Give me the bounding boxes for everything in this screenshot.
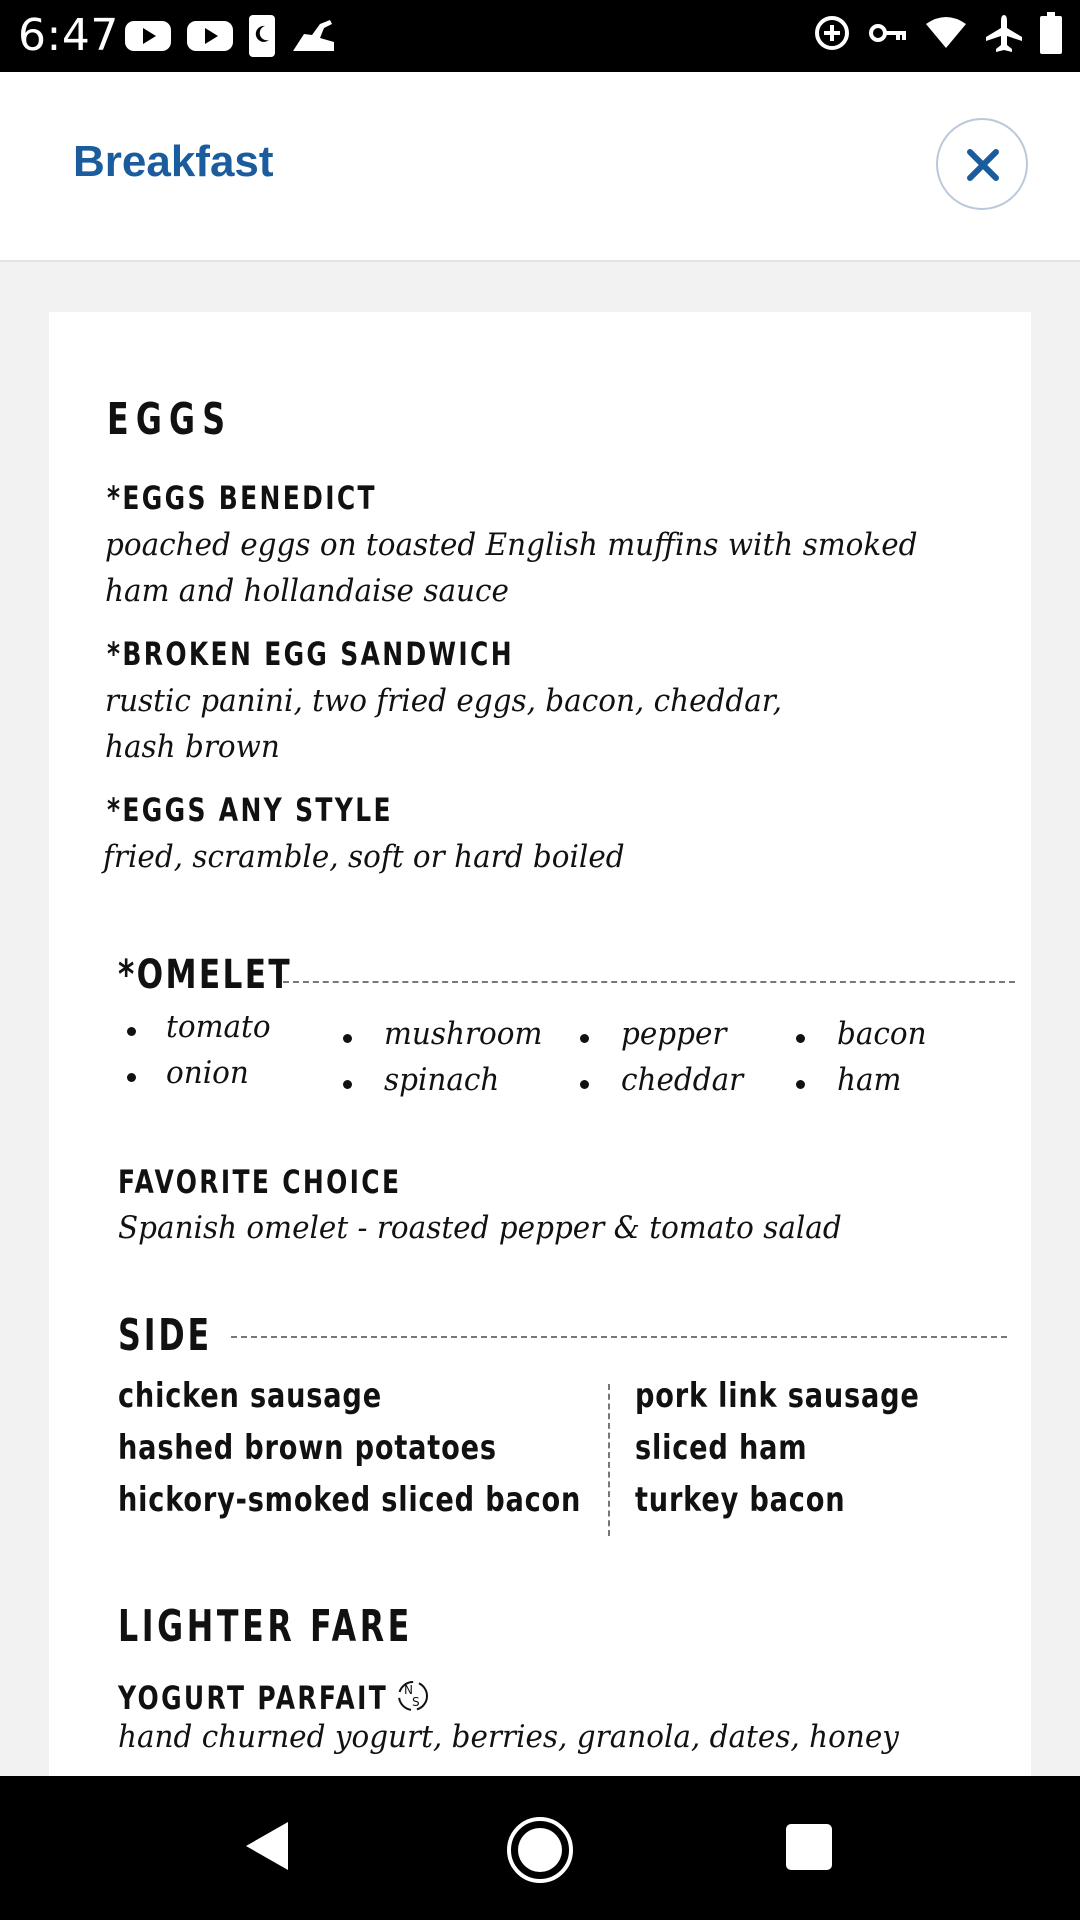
back-icon[interactable] — [244, 1820, 290, 1872]
omelet-option: ham — [837, 1062, 902, 1098]
omelet-option: spinach — [384, 1062, 500, 1098]
favorite-desc: Spanish omelet - roasted pepper & tomato salad — [118, 1210, 842, 1246]
bullet — [796, 1080, 805, 1089]
airplane-icon — [984, 13, 1024, 53]
recents-icon[interactable] — [786, 1824, 832, 1870]
omelet-option: bacon — [837, 1016, 927, 1052]
divider — [283, 981, 1015, 983]
bullet — [580, 1080, 589, 1089]
menu-item-name: *EGGS BENEDICT — [107, 479, 377, 517]
youtube-icon — [124, 19, 172, 53]
side-item: chicken sausage — [118, 1376, 382, 1416]
menu-item-name: *EGGS ANY STYLE — [107, 791, 393, 829]
section-heading-eggs: EGGS — [107, 394, 233, 445]
no-sugar-icon — [396, 1678, 430, 1714]
menu-item-desc: fried, scramble, soft or hard boiled — [103, 839, 625, 875]
navigation-bar — [0, 1776, 1080, 1920]
menu-item-desc: ham and hollandaise sauce — [105, 573, 509, 609]
svg-text:N: N — [404, 1683, 413, 1697]
divider — [231, 1336, 1007, 1338]
key-icon — [868, 18, 908, 48]
bullet — [796, 1034, 805, 1043]
bullet — [343, 1080, 352, 1089]
svg-text:S: S — [412, 1695, 420, 1709]
omelet-option: tomato — [166, 1009, 271, 1045]
close-button[interactable] — [936, 118, 1028, 210]
menu-item-desc: poached eggs on toasted English muffins with smoked — [105, 527, 918, 563]
side-item: sliced ham — [635, 1428, 808, 1468]
home-icon[interactable] — [506, 1816, 574, 1884]
omelet-option: cheddar — [621, 1062, 744, 1098]
close-icon — [964, 146, 1002, 184]
menu-item-desc: hand churned yogurt, berries, granola, dates, honey — [118, 1719, 899, 1755]
menu-item-name: YOGURT PARFAIT — [118, 1679, 389, 1717]
menu-card — [49, 312, 1031, 1776]
status-time: 6:47 — [18, 10, 119, 61]
side-item: turkey bacon — [635, 1480, 846, 1520]
bullet — [580, 1034, 589, 1043]
side-item: pork link sausage — [635, 1376, 920, 1416]
section-heading-side: SIDE — [118, 1310, 213, 1361]
shoe-icon — [290, 18, 336, 54]
status-bar — [0, 0, 1080, 72]
menu-item-desc: rustic panini, two fried eggs, bacon, cheddar, — [105, 683, 782, 719]
omelet-option: pepper — [621, 1016, 727, 1052]
menu-item-name: *BROKEN EGG SANDWICH — [107, 635, 514, 673]
menu-item-desc: hash brown — [105, 729, 280, 765]
bullet — [343, 1034, 352, 1043]
bullet — [127, 1027, 136, 1036]
wifi-icon — [924, 16, 968, 50]
phone-icon — [248, 14, 276, 58]
data-saver-icon — [812, 13, 852, 53]
side-item: hashed brown potatoes — [118, 1428, 497, 1468]
system-icons — [812, 12, 1062, 54]
column-divider — [608, 1384, 610, 1536]
notification-icons — [124, 14, 336, 58]
modal-header — [0, 72, 1080, 262]
section-heading-omelet: *OMELET — [118, 952, 293, 998]
youtube-icon — [186, 19, 234, 53]
battery-icon — [1040, 12, 1062, 54]
section-heading-lighter-fare: LIGHTER FARE — [118, 1601, 413, 1652]
side-item: hickory-smoked sliced bacon — [118, 1480, 582, 1520]
bullet — [127, 1073, 136, 1082]
section-heading-favorite: FAVORITE CHOICE — [118, 1163, 402, 1201]
omelet-option: onion — [166, 1055, 249, 1091]
omelet-option: mushroom — [384, 1016, 543, 1052]
page-title: Breakfast — [73, 137, 274, 186]
